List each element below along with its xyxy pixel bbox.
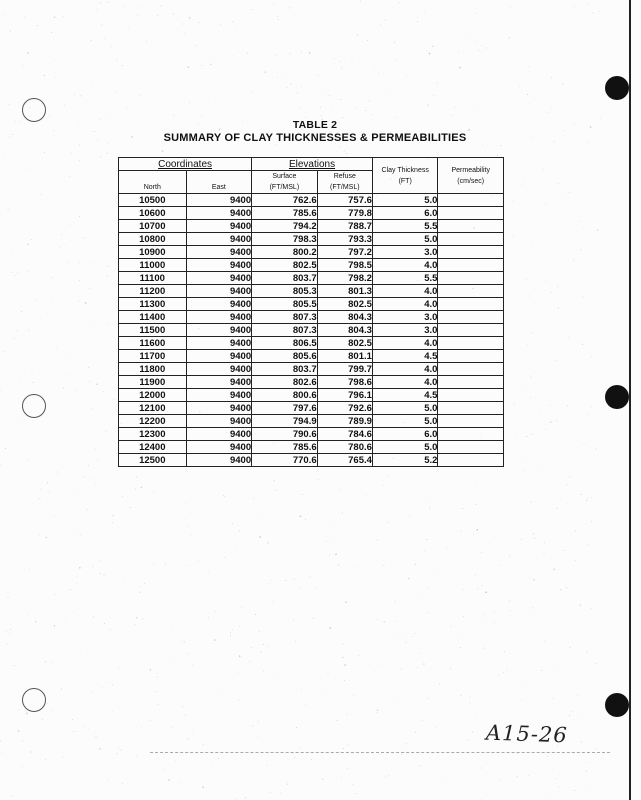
clay-thickness-cell: 4.0: [372, 376, 438, 389]
east-cell: 9400: [186, 376, 252, 389]
table-row: [119, 402, 504, 415]
binder-hole-top-right: [605, 76, 629, 100]
table-row: [119, 194, 504, 207]
permeability-cell: [438, 220, 504, 233]
clay-thickness-cell: 4.5: [372, 350, 438, 363]
coordinates-group-header: Coordinates: [119, 158, 252, 171]
table-row: [119, 324, 504, 337]
clay-thickness-cell: 4.0: [372, 337, 438, 350]
refuse-cell: 793.3: [317, 233, 372, 246]
table-row: [119, 350, 504, 363]
east-cell: 9400: [186, 441, 252, 454]
refuse-cell: 798.2: [317, 272, 372, 285]
clay-thickness-cell: 3.0: [372, 311, 438, 324]
permeability-cell: [438, 389, 504, 402]
north-cell: 10800: [119, 233, 187, 246]
north-cell: 11900: [119, 376, 187, 389]
surface-cell: 807.3: [252, 311, 318, 324]
surface-cell: 797.6: [252, 402, 318, 415]
binder-hole-bottom-right: [605, 693, 629, 717]
permeability-cell: [438, 454, 504, 467]
east-cell: 9400: [186, 220, 252, 233]
table-row: [119, 220, 504, 233]
permeability-cell: [438, 194, 504, 207]
table-row: [119, 376, 504, 389]
table-row: [119, 311, 504, 324]
north-cell: 12400: [119, 441, 187, 454]
east-cell: 9400: [186, 246, 252, 259]
east-cell: 9400: [186, 285, 252, 298]
east-cell: 9400: [186, 402, 252, 415]
north-cell: 11400: [119, 311, 187, 324]
refuse-cell: 784.6: [317, 428, 372, 441]
clay-thickness-cell: 5.2: [372, 454, 438, 467]
table-row: [119, 441, 504, 454]
page-right-edge: [629, 0, 631, 800]
east-cell: 9400: [186, 311, 252, 324]
permeability-header-line2: (cm/sec): [457, 177, 485, 185]
table-row: [119, 272, 504, 285]
surface-header-line2: (FT/MSL): [269, 184, 300, 191]
permeability-cell: [438, 324, 504, 337]
refuse-cell: 779.8: [317, 207, 372, 220]
north-cell: 12000: [119, 389, 187, 402]
surface-cell: 798.3: [252, 233, 318, 246]
permeability-cell: [438, 259, 504, 272]
permeability-cell: [438, 350, 504, 363]
clay-thickness-cell: 5.0: [372, 441, 438, 454]
east-header: East: [186, 171, 252, 194]
north-cell: 11000: [119, 259, 187, 272]
clay-thickness-header: [372, 158, 438, 194]
table-row: [119, 428, 504, 441]
permeability-cell: [438, 402, 504, 415]
permeability-cell: [438, 441, 504, 454]
refuse-cell: 788.7: [317, 220, 372, 233]
table-row: [119, 337, 504, 350]
clay-thickness-cell: 5.0: [372, 194, 438, 207]
north-cell: 10600: [119, 207, 187, 220]
permeability-cell: [438, 311, 504, 324]
surface-cell: 803.7: [252, 272, 318, 285]
east-cell: 9400: [186, 350, 252, 363]
clay-thickness-cell: 6.0: [372, 207, 438, 220]
punch-hole-bottom-left: [22, 688, 46, 712]
surface-cell: 803.7: [252, 363, 318, 376]
elevations-group-header: Elevations: [252, 158, 373, 171]
clay-thickness-cell: 5.0: [372, 415, 438, 428]
north-cell: 11700: [119, 350, 187, 363]
clay-thickness-cell: 5.5: [372, 220, 438, 233]
surface-cell: 800.6: [252, 389, 318, 402]
refuse-cell: 798.6: [317, 376, 372, 389]
clay-thickness-cell: 4.5: [372, 389, 438, 402]
table-body: [119, 194, 504, 467]
table-row: [119, 285, 504, 298]
clay-thickness-table: [118, 157, 504, 467]
permeability-cell: [438, 285, 504, 298]
east-cell: 9400: [186, 389, 252, 402]
north-cell: 11300: [119, 298, 187, 311]
north-cell: 12500: [119, 454, 187, 467]
refuse-cell: 804.3: [317, 311, 372, 324]
refuse-cell: 757.6: [317, 194, 372, 207]
table-title: SUMMARY OF CLAY THICKNESSES & PERMEABILITIES: [163, 132, 467, 144]
refuse-cell: 804.3: [317, 324, 372, 337]
surface-cell: 794.9: [252, 415, 318, 428]
east-cell: 9400: [186, 207, 252, 220]
east-cell: 9400: [186, 428, 252, 441]
table-row: [119, 389, 504, 402]
refuse-header: [317, 171, 372, 194]
east-cell: 9400: [186, 272, 252, 285]
north-cell: 12200: [119, 415, 187, 428]
clay-thickness-cell: 3.0: [372, 324, 438, 337]
permeability-cell: [438, 415, 504, 428]
refuse-cell: 780.6: [317, 441, 372, 454]
north-cell: 11200: [119, 285, 187, 298]
clay-thickness-cell: 6.0: [372, 428, 438, 441]
table-row: [119, 259, 504, 272]
permeability-cell: [438, 428, 504, 441]
surface-cell: 807.3: [252, 324, 318, 337]
surface-cell: 805.5: [252, 298, 318, 311]
clay-thickness-cell: 4.0: [372, 285, 438, 298]
surface-cell: 785.6: [252, 207, 318, 220]
surface-cell: 806.5: [252, 337, 318, 350]
clay-thickness-cell: 4.0: [372, 298, 438, 311]
clay-thickness-cell: 5.0: [372, 233, 438, 246]
refuse-cell: 799.7: [317, 363, 372, 376]
surface-cell: 805.6: [252, 350, 318, 363]
north-cell: 10900: [119, 246, 187, 259]
table-row: [119, 298, 504, 311]
refuse-cell: 765.4: [317, 454, 372, 467]
table-row: [119, 363, 504, 376]
permeability-header: [438, 158, 504, 194]
clay-thickness-cell: 5.5: [372, 272, 438, 285]
surface-header-line1: Surface: [272, 173, 297, 180]
permeability-header-line1: Permeability: [451, 166, 490, 174]
table-row: [119, 415, 504, 428]
surface-cell: 805.3: [252, 285, 318, 298]
north-header: North: [119, 171, 187, 194]
east-cell: 9400: [186, 259, 252, 272]
table-title-block: [0, 119, 620, 145]
permeability-cell: [438, 363, 504, 376]
surface-header: [252, 171, 318, 194]
handwritten-page-note: A15-26: [485, 720, 569, 748]
east-cell: 9400: [186, 324, 252, 337]
north-cell: 11600: [119, 337, 187, 350]
clay-thickness-cell: 4.0: [372, 259, 438, 272]
east-cell: 9400: [186, 194, 252, 207]
clay-thickness-header-line1: Clay Thickness: [381, 166, 429, 174]
table-number: TABLE 2: [292, 119, 338, 131]
refuse-cell: 792.6: [317, 402, 372, 415]
surface-cell: 800.2: [252, 246, 318, 259]
surface-cell: 802.6: [252, 376, 318, 389]
table-row: [119, 233, 504, 246]
east-cell: 9400: [186, 337, 252, 350]
north-cell: 12300: [119, 428, 187, 441]
permeability-cell: [438, 376, 504, 389]
permeability-cell: [438, 272, 504, 285]
surface-cell: 794.2: [252, 220, 318, 233]
refuse-header-line2: (FT/MSL): [330, 184, 360, 191]
north-cell: 12100: [119, 402, 187, 415]
surface-cell: 770.6: [252, 454, 318, 467]
east-cell: 9400: [186, 298, 252, 311]
punch-hole-middle-left: [22, 394, 46, 418]
surface-cell: 790.6: [252, 428, 318, 441]
table-row: [119, 207, 504, 220]
surface-cell: 785.6: [252, 441, 318, 454]
permeability-cell: [438, 246, 504, 259]
table-row: [119, 454, 504, 467]
permeability-cell: [438, 207, 504, 220]
permeability-cell: [438, 233, 504, 246]
refuse-cell: 802.5: [317, 298, 372, 311]
refuse-cell: 801.3: [317, 285, 372, 298]
east-cell: 9400: [186, 415, 252, 428]
refuse-cell: 796.1: [317, 389, 372, 402]
table-row: [119, 246, 504, 259]
refuse-cell: 797.2: [317, 246, 372, 259]
north-cell: 10500: [119, 194, 187, 207]
refuse-cell: 801.1: [317, 350, 372, 363]
refuse-cell: 802.5: [317, 337, 372, 350]
refuse-cell: 798.5: [317, 259, 372, 272]
north-cell: 11100: [119, 272, 187, 285]
north-cell: 11500: [119, 324, 187, 337]
east-cell: 9400: [186, 454, 252, 467]
refuse-header-line1: Refuse: [333, 173, 356, 180]
permeability-cell: [438, 337, 504, 350]
refuse-cell: 789.9: [317, 415, 372, 428]
clay-thickness-cell: 4.0: [372, 363, 438, 376]
surface-cell: 762.6: [252, 194, 318, 207]
east-cell: 9400: [186, 233, 252, 246]
north-cell: 11800: [119, 363, 187, 376]
clay-thickness-cell: 5.0: [372, 402, 438, 415]
permeability-cell: [438, 298, 504, 311]
binder-hole-middle-right: [605, 385, 629, 409]
scan-artifact-line: [150, 752, 610, 753]
clay-thickness-header-line2: (FT): [398, 177, 412, 185]
surface-cell: 802.5: [252, 259, 318, 272]
north-cell: 10700: [119, 220, 187, 233]
clay-thickness-cell: 3.0: [372, 246, 438, 259]
east-cell: 9400: [186, 363, 252, 376]
